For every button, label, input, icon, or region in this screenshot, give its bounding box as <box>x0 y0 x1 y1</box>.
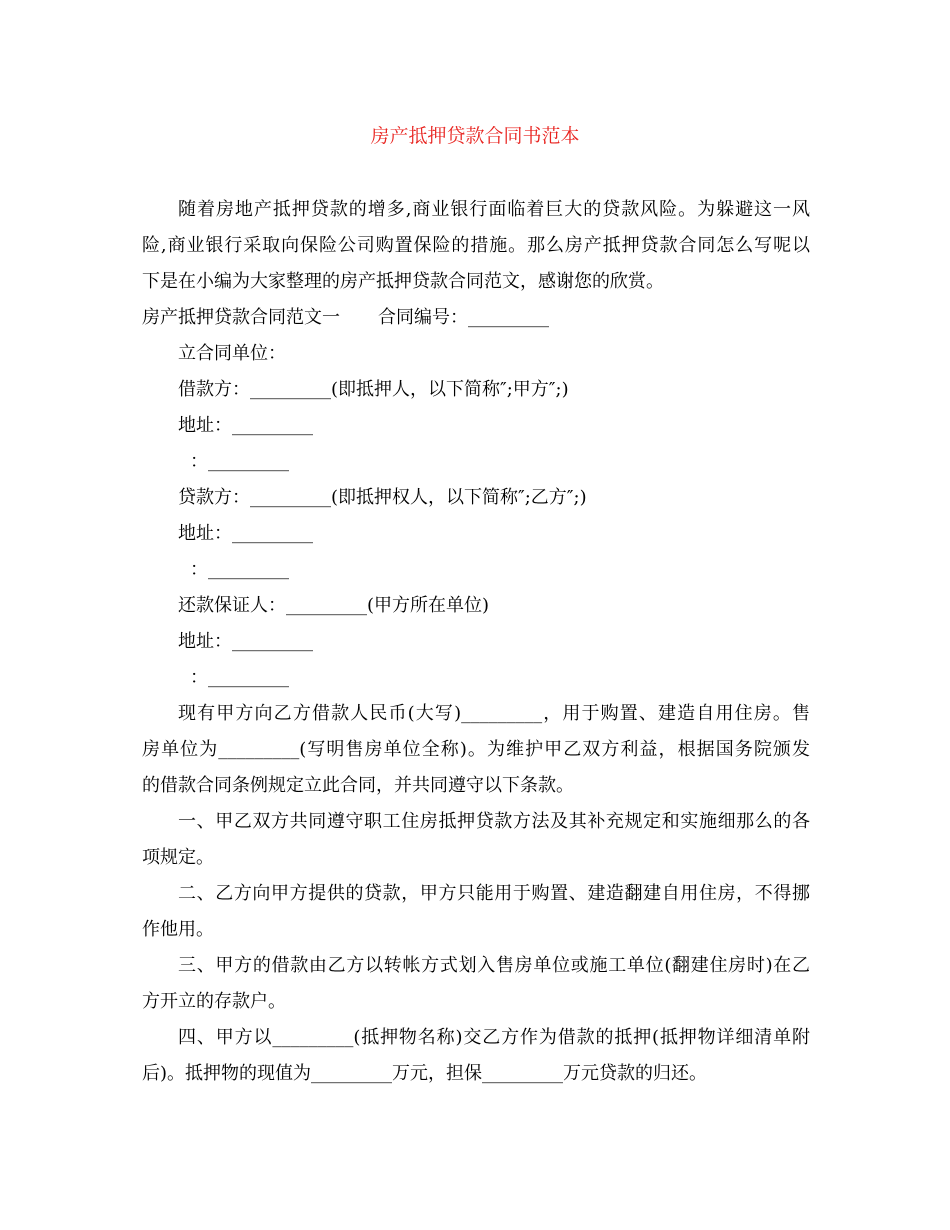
borrower-line: 借款方：_________(即抵押人，以下简称″;甲方″;) <box>178 379 569 400</box>
borrower-address: 地址：_________ <box>178 415 313 436</box>
intro-line-1: 随着房地产抵押贷款的增多,商业银行面临着巨大的贷款风险。为躲避这一风 <box>178 199 810 220</box>
clause-4-line-1: 四、甲方以_________(抵押物名称)交乙方作为借款的抵押(抵押物详细清单附 <box>178 1027 810 1048</box>
borrower-extra-field: ：_________ <box>190 451 289 472</box>
lender-address: 地址：_________ <box>178 523 313 544</box>
lender-extra-field: ：_________ <box>190 559 289 580</box>
preamble-line-3: 的借款合同条例规定立此合同，并共同遵守以下条款。 <box>142 775 574 796</box>
guarantor-extra-field: ：_________ <box>190 667 289 688</box>
clause-4-line-2: 后)。抵押物的现值为_________万元，担保_________万元贷款的归还。 <box>142 1063 708 1084</box>
preamble-line-1: 现有甲方向乙方借款人民币(大写)_________，用于购置、建造自用住房。售 <box>178 703 810 724</box>
intro-line-3: 下是在小编为大家整理的房产抵押贷款合同范文，感谢您的欣赏。 <box>142 271 664 292</box>
guarantor-address: 地址：_________ <box>178 631 313 652</box>
sample-heading-line <box>142 306 549 330</box>
clause-1-line-1: 一、甲乙双方共同遵守职工住房抵押贷款方法及其补充规定和实施细那么的各 <box>178 811 810 832</box>
lender-line: 贷款方：_________(即抵押权人，以下简称″;乙方″;) <box>178 487 587 508</box>
clause-1-line-2: 项规定。 <box>142 847 214 868</box>
clause-3-line-2: 方开立的存款户。 <box>142 991 286 1012</box>
clause-3-line-1: 三、甲方的借款由乙方以转帐方式划入售房单位或施工单位(翻建住房时)在乙 <box>178 955 810 976</box>
parties-heading: 立合同单位： <box>178 343 286 364</box>
clause-2-line-1: 二、乙方向甲方提供的贷款，甲方只能用于购置、建造翻建自用住房，不得挪 <box>178 883 810 904</box>
sample-heading: 房产抵押贷款合同范文一 <box>142 307 340 328</box>
intro-line-2: 险,商业银行采取向保险公司购置保险的措施。那么房产抵押贷款合同怎么写呢以 <box>142 235 810 256</box>
clause-2-line-2: 作他用。 <box>142 919 214 940</box>
contract-number: 合同编号：_________ <box>378 307 549 328</box>
guarantor-line: 还款保证人：_________(甲方所在单位) <box>178 595 490 616</box>
preamble-line-2: 房单位为_________(写明售房单位全称)。为维护甲乙双方利益，根据国务院颁发 <box>142 739 810 760</box>
document-title: 房产抵押贷款合同书范本 <box>370 125 580 147</box>
